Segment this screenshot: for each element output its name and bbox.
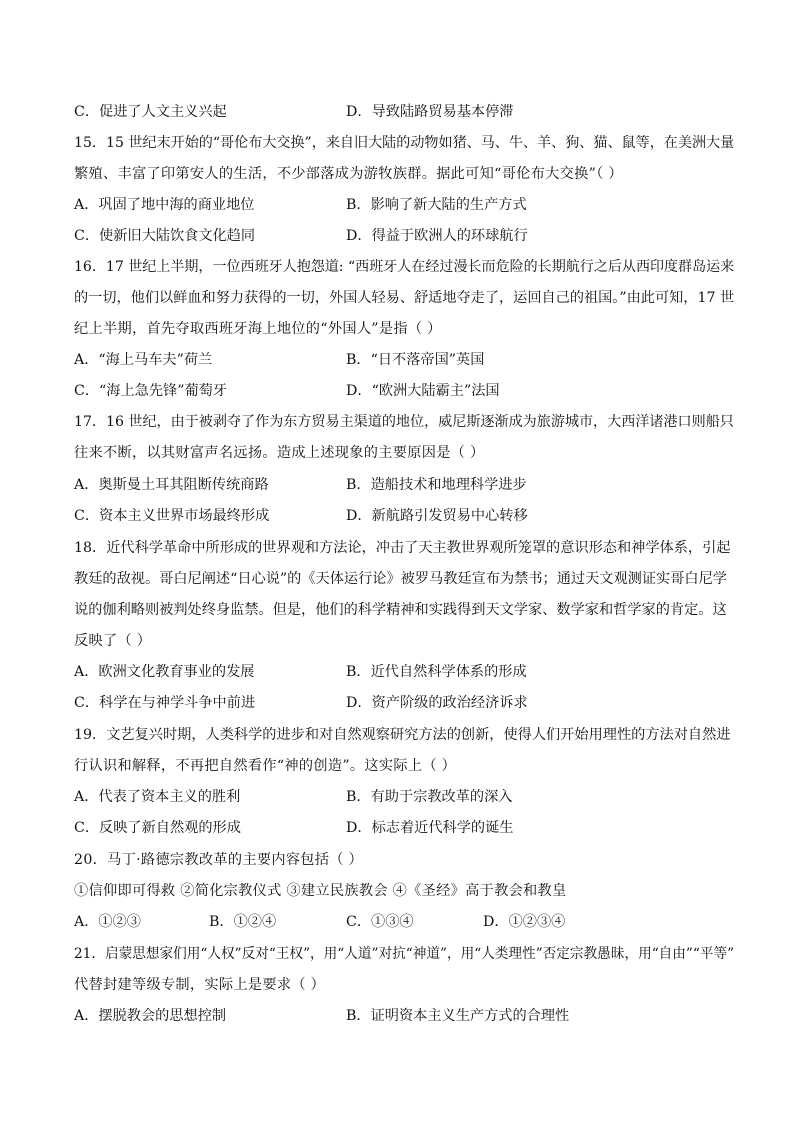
answer-option: D．导致陆路贸易基本停滞	[346, 104, 514, 120]
answer-option: C．科学在与神学斗争中前进	[74, 695, 256, 711]
answer-option: D．得益于欧洲人的环球航行	[346, 228, 528, 244]
answer-option: D．资产阶级的政治经济诉求	[346, 695, 528, 711]
question-text-line: 16．17 世纪上半期，一位西班牙人抱怨道: “西班牙人在经过漫长而危险的长期航行之后从西印度群岛运来	[74, 259, 735, 275]
question-text-line: 往来不断，以其财富声名远扬。造成上述现象的主要原因是（ ）	[74, 445, 485, 461]
answer-option: B．造船技术和地理科学进步	[346, 477, 527, 493]
answer-option: A．①②③	[74, 914, 141, 930]
question-text-line: ①信仰即可得救 ②简化宗教仪式 ③建立民族教会 ④《圣经》高于教会和教皇	[74, 883, 567, 899]
answer-option: A．欧洲文化教育事业的发展	[74, 664, 255, 680]
question-text-line: 17．16 世纪，由于被剥夺了作为东方贸易主渠道的地位，威尼斯逐渐成为旅游城市，大西洋诸港口则船只	[74, 414, 734, 430]
answer-option: A．“海上马车夫”荷兰	[74, 352, 213, 368]
question-text-line: 纪上半期，首先夺取西班牙海上地位的“外国人”是指（ ）	[74, 321, 442, 337]
answer-option: A．摆脱教会的思想控制	[74, 1008, 227, 1024]
answer-option: D．标志着近代科学的诞生	[346, 820, 514, 836]
answer-option: D．“欧洲大陆霸主”法国	[346, 383, 500, 399]
question-text-line: 反映了（ ）	[74, 633, 152, 649]
question-text-line: 18．近代科学革命中所形成的世界观和方法论，冲击了天主教世界观所笼罩的意识形态和神学体系，引起	[74, 540, 731, 556]
answer-option: B．近代自然科学体系的形成	[346, 664, 527, 680]
answer-option: B．有助于宗教改革的深入	[346, 789, 513, 805]
answer-option: D．①②③④	[483, 914, 566, 930]
answer-option: A．巩固了地中海的商业地位	[74, 197, 255, 213]
answer-option: C．①③④	[346, 914, 414, 930]
question-text-line: 20．马丁·路德宗教改革的主要内容包括（ ）	[74, 852, 364, 868]
question-text-line: 繁殖、丰富了印第安人的生活，不少部落成为游牧族群。据此可知“哥伦布大交换”（ ）	[74, 166, 623, 182]
question-text-line: 教廷的敌视。哥白尼阐述“日心说”的《天体运行论》被罗马教廷宣布为禁书；通过天文观测证实哥白尼学	[74, 571, 727, 587]
question-text-line: 19．文艺复兴时期，人类科学的进步和对自然观察研究方法的创新，使得人们开始用理性的方法对自然进	[74, 727, 731, 743]
question-text-line: 21．启蒙思想家们用“人权”反对“王权”，用“人道”对抗“神道”，用“人类理性”否定宗教愚昧，用“自由”“平等”	[74, 946, 735, 962]
answer-option: B．证明资本主义生产方式的合理性	[346, 1008, 570, 1024]
question-text-line: 行认识和解释，不再把自然看作“神的创造”。这实际上（ ）	[74, 758, 457, 774]
answer-option: C．资本主义世界市场最终形成	[74, 508, 270, 524]
question-text-line: 代替封建等级专制，实际上是要求（ ）	[74, 977, 326, 993]
answer-option: A．代表了资本主义的胜利	[74, 789, 241, 805]
answer-option: C．使新旧大陆饮食文化趋同	[74, 228, 256, 244]
answer-option: C．促进了人文主义兴起	[74, 104, 227, 120]
question-text-line: 15．15 世纪末开始的“哥伦布大交换”，来自旧大陆的动物如猪、马、牛、羊、狗、猫、鼠等，在美洲大量	[74, 135, 735, 151]
answer-option: B．①②④	[209, 914, 277, 930]
question-text-line: 的一切，他们以鲜血和努力获得的一切，外国人轻易、舒适地夺走了，运回自己的祖国。”由此可知，17 世	[74, 290, 735, 306]
question-text-line: 说的伽利略则被判处终身监禁。但是，他们的科学精神和实践得到天文学家、数学家和哲学家的肯定。这	[74, 602, 727, 618]
answer-option: A．奥斯曼土耳其阻断传统商路	[74, 477, 269, 493]
answer-option: C．反映了新自然观的形成	[74, 820, 241, 836]
answer-option: B．“日不落帝国”英国	[346, 352, 485, 368]
answer-option: D．新航路引发贸易中心转移	[346, 508, 528, 524]
answer-option: C．“海上急先锋”葡萄牙	[74, 383, 228, 399]
answer-option: B．影响了新大陆的生产方式	[346, 197, 527, 213]
